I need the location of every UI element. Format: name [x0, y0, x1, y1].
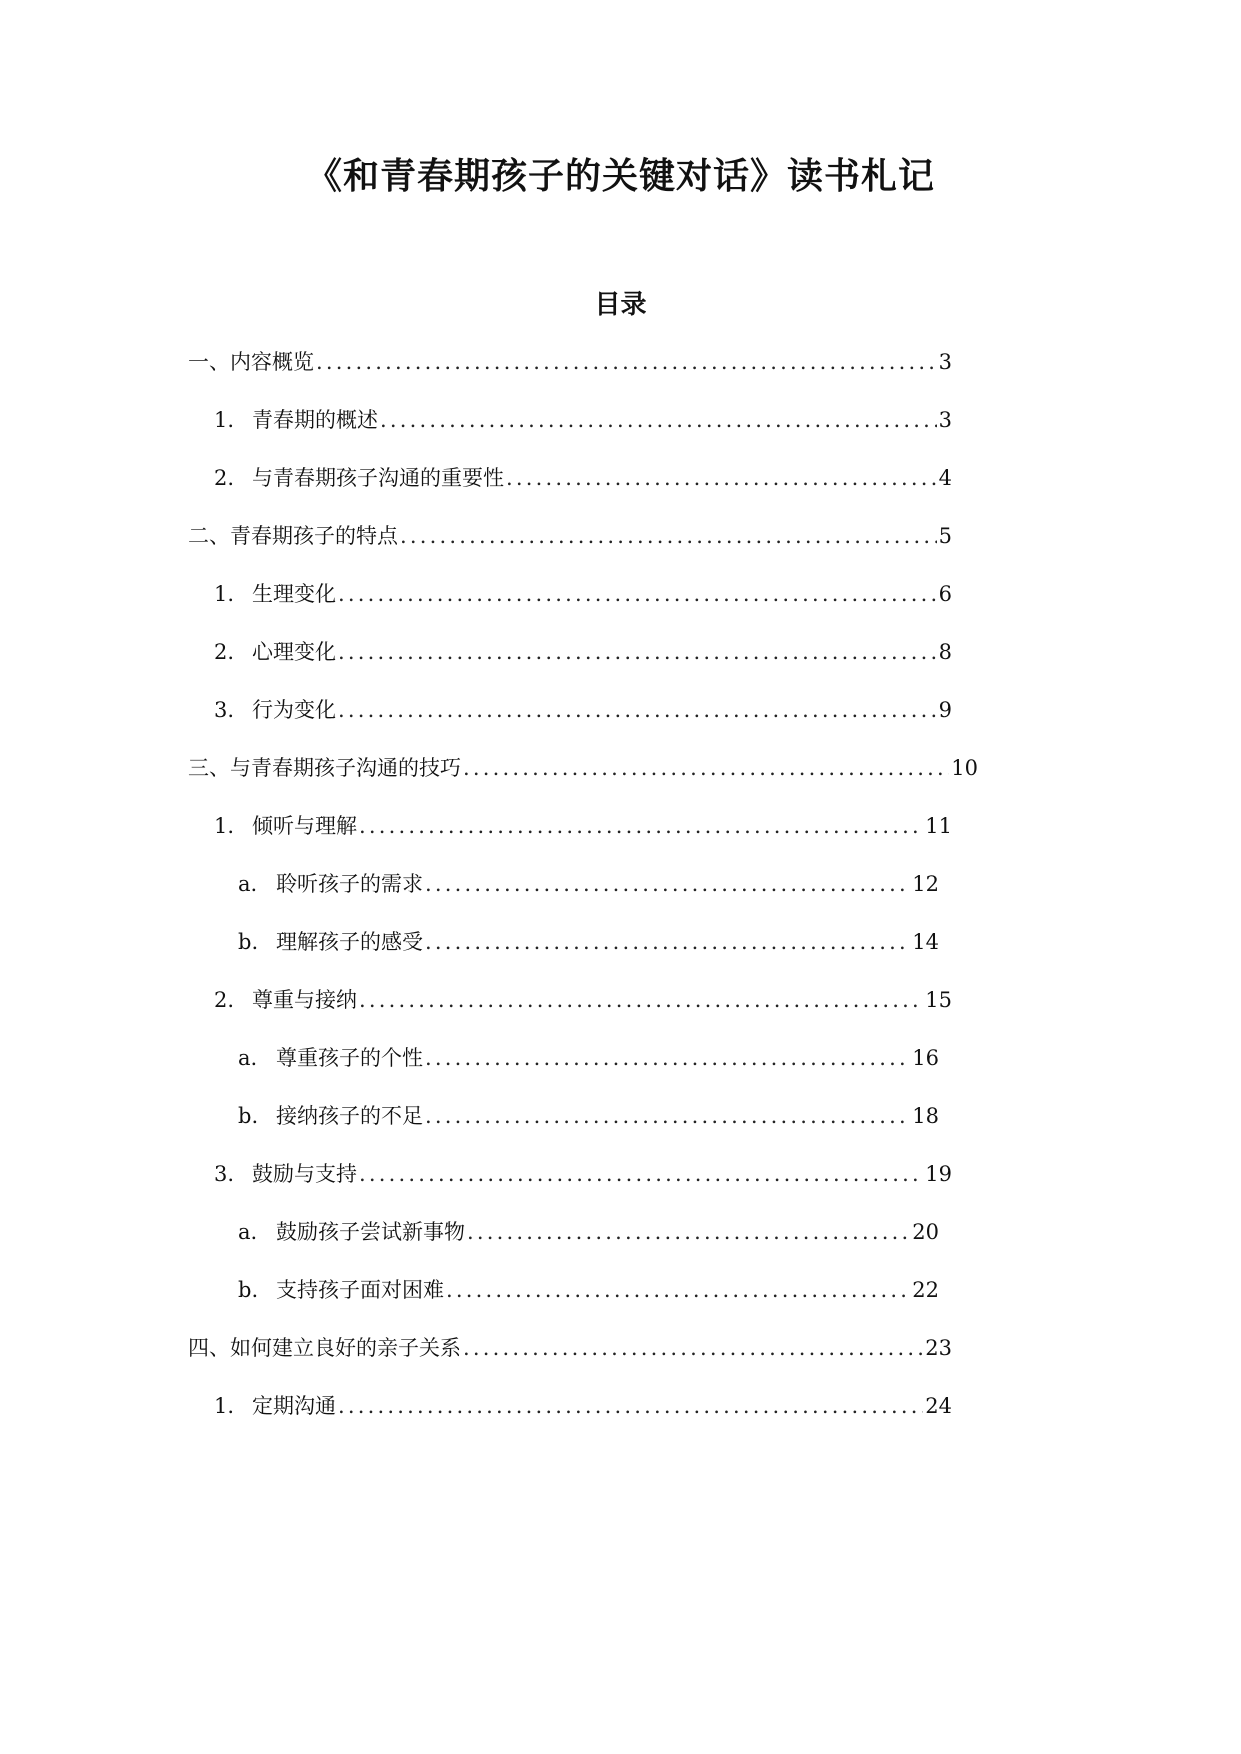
toc-entry-subsection[interactable] [214, 463, 952, 493]
toc-entry-number: 1. [214, 1394, 235, 1418]
toc-entry-number: a. [238, 1046, 258, 1070]
toc-entry-section-4[interactable] [188, 1333, 952, 1363]
toc-entry-number: 2. [214, 988, 235, 1012]
toc-entry-number: b. [238, 1104, 259, 1128]
toc-entry-subsection[interactable] [214, 1159, 952, 1189]
toc-leader-dots [463, 1333, 923, 1363]
toc-leader-dots [338, 695, 937, 725]
toc-entry-subsubsection[interactable] [238, 869, 939, 899]
toc-leader-dots [425, 1043, 910, 1073]
toc-entry-subsection[interactable] [214, 1391, 952, 1421]
toc-entry-number: 3. [214, 698, 235, 722]
toc-leader-dots [359, 985, 923, 1015]
toc-leader-dots [316, 347, 937, 377]
toc-entry-number: 3. [214, 1162, 235, 1186]
toc-entry-section-1[interactable] [188, 347, 952, 377]
toc-leader-dots [338, 579, 937, 609]
toc-entry-number: b. [238, 1278, 259, 1302]
toc-page-number: 10 [951, 756, 978, 780]
toc-page-number: 12 [912, 872, 939, 896]
toc-entry-text: 接纳孩子的不足 [276, 1104, 423, 1128]
toc-entry-number: 2. [214, 640, 235, 664]
toc-page-number: 3 [938, 408, 952, 432]
toc-page-number: 16 [912, 1046, 939, 1070]
toc-entry-text: 一、内容概览 [188, 350, 314, 374]
toc-entry-text: 四、如何建立良好的亲子关系 [188, 1336, 461, 1360]
toc-leader-dots [400, 521, 937, 551]
toc-entry-subsection[interactable] [214, 695, 952, 725]
toc-heading: 目录 [594, 290, 647, 320]
toc-entry-text: 心理变化 [252, 640, 336, 664]
toc-entry-subsection[interactable] [214, 811, 952, 841]
toc-leader-dots [359, 1159, 923, 1189]
toc-leader-dots [425, 927, 910, 957]
toc-page-number: 14 [912, 930, 939, 954]
toc-entry-text: 聆听孩子的需求 [276, 872, 423, 896]
toc-entry-number: 2. [214, 466, 235, 490]
toc-page-number: 20 [912, 1220, 939, 1244]
toc-leader-dots [359, 811, 923, 841]
toc-entry-section-2[interactable] [188, 521, 952, 551]
toc-leader-dots [506, 463, 937, 493]
toc-entry-text: 鼓励与支持 [252, 1162, 357, 1186]
toc-leader-dots [463, 753, 949, 783]
toc-entry-section-3[interactable] [188, 753, 978, 783]
toc-leader-dots [446, 1275, 910, 1305]
toc-entry-text: 三、与青春期孩子沟通的技巧 [188, 756, 461, 780]
toc-entry-subsubsection[interactable] [238, 927, 939, 957]
toc-entry-text: 尊重孩子的个性 [276, 1046, 423, 1070]
toc-entry-subsection[interactable] [214, 637, 952, 667]
toc-page-number: 9 [938, 698, 952, 722]
toc-page-number: 4 [938, 466, 952, 490]
toc-leader-dots [380, 405, 937, 435]
toc-page-number: 22 [912, 1278, 939, 1302]
toc-entry-number: 1. [214, 408, 235, 432]
toc-entry-text: 二、青春期孩子的特点 [188, 524, 398, 548]
toc-entry-subsubsection[interactable] [238, 1275, 939, 1305]
toc-entry-subsubsection[interactable] [238, 1043, 939, 1073]
toc-page-number: 19 [925, 1162, 952, 1186]
toc-page-number: 8 [938, 640, 952, 664]
toc-entry-text: 青春期的概述 [252, 408, 378, 432]
toc-page-number: 3 [938, 350, 952, 374]
toc-page-number: 6 [938, 582, 952, 606]
toc-entry-subsubsection[interactable] [238, 1101, 939, 1131]
toc-entry-subsection[interactable] [214, 579, 952, 609]
toc-entry-text: 行为变化 [252, 698, 336, 722]
toc-entry-number: 1. [214, 582, 235, 606]
toc-leader-dots [338, 637, 937, 667]
toc-leader-dots [338, 1391, 923, 1421]
toc-page-number: 23 [925, 1336, 952, 1360]
toc-entry-subsubsection[interactable] [238, 1217, 939, 1247]
toc-entry-text: 尊重与接纳 [252, 988, 357, 1012]
toc-entry-text: 鼓励孩子尝试新事物 [276, 1220, 465, 1244]
document-title: 《和青春期孩子的关键对话》读书札记 [305, 156, 935, 197]
toc-entry-text: 理解孩子的感受 [276, 930, 423, 954]
toc-page-number: 5 [938, 524, 952, 548]
toc-entry-text: 与青春期孩子沟通的重要性 [252, 466, 504, 490]
toc-entry-number: 1. [214, 814, 235, 838]
toc-entry-text: 生理变化 [252, 582, 336, 606]
toc-entry-text: 支持孩子面对困难 [276, 1278, 444, 1302]
toc-entry-text: 倾听与理解 [252, 814, 357, 838]
toc-entry-subsection[interactable] [214, 405, 952, 435]
toc-page-number: 18 [912, 1104, 939, 1128]
toc-page-number: 15 [925, 988, 952, 1012]
toc-entry-number: b. [238, 930, 259, 954]
toc-entry-subsection[interactable] [214, 985, 952, 1015]
toc-leader-dots [467, 1217, 910, 1247]
toc-page-number: 11 [925, 814, 952, 838]
toc-leader-dots [425, 1101, 910, 1131]
toc-entry-text: 定期沟通 [252, 1394, 336, 1418]
toc-leader-dots [425, 869, 910, 899]
toc-entry-number: a. [238, 1220, 258, 1244]
toc-entry-number: a. [238, 872, 258, 896]
toc-page-number: 24 [925, 1394, 952, 1418]
